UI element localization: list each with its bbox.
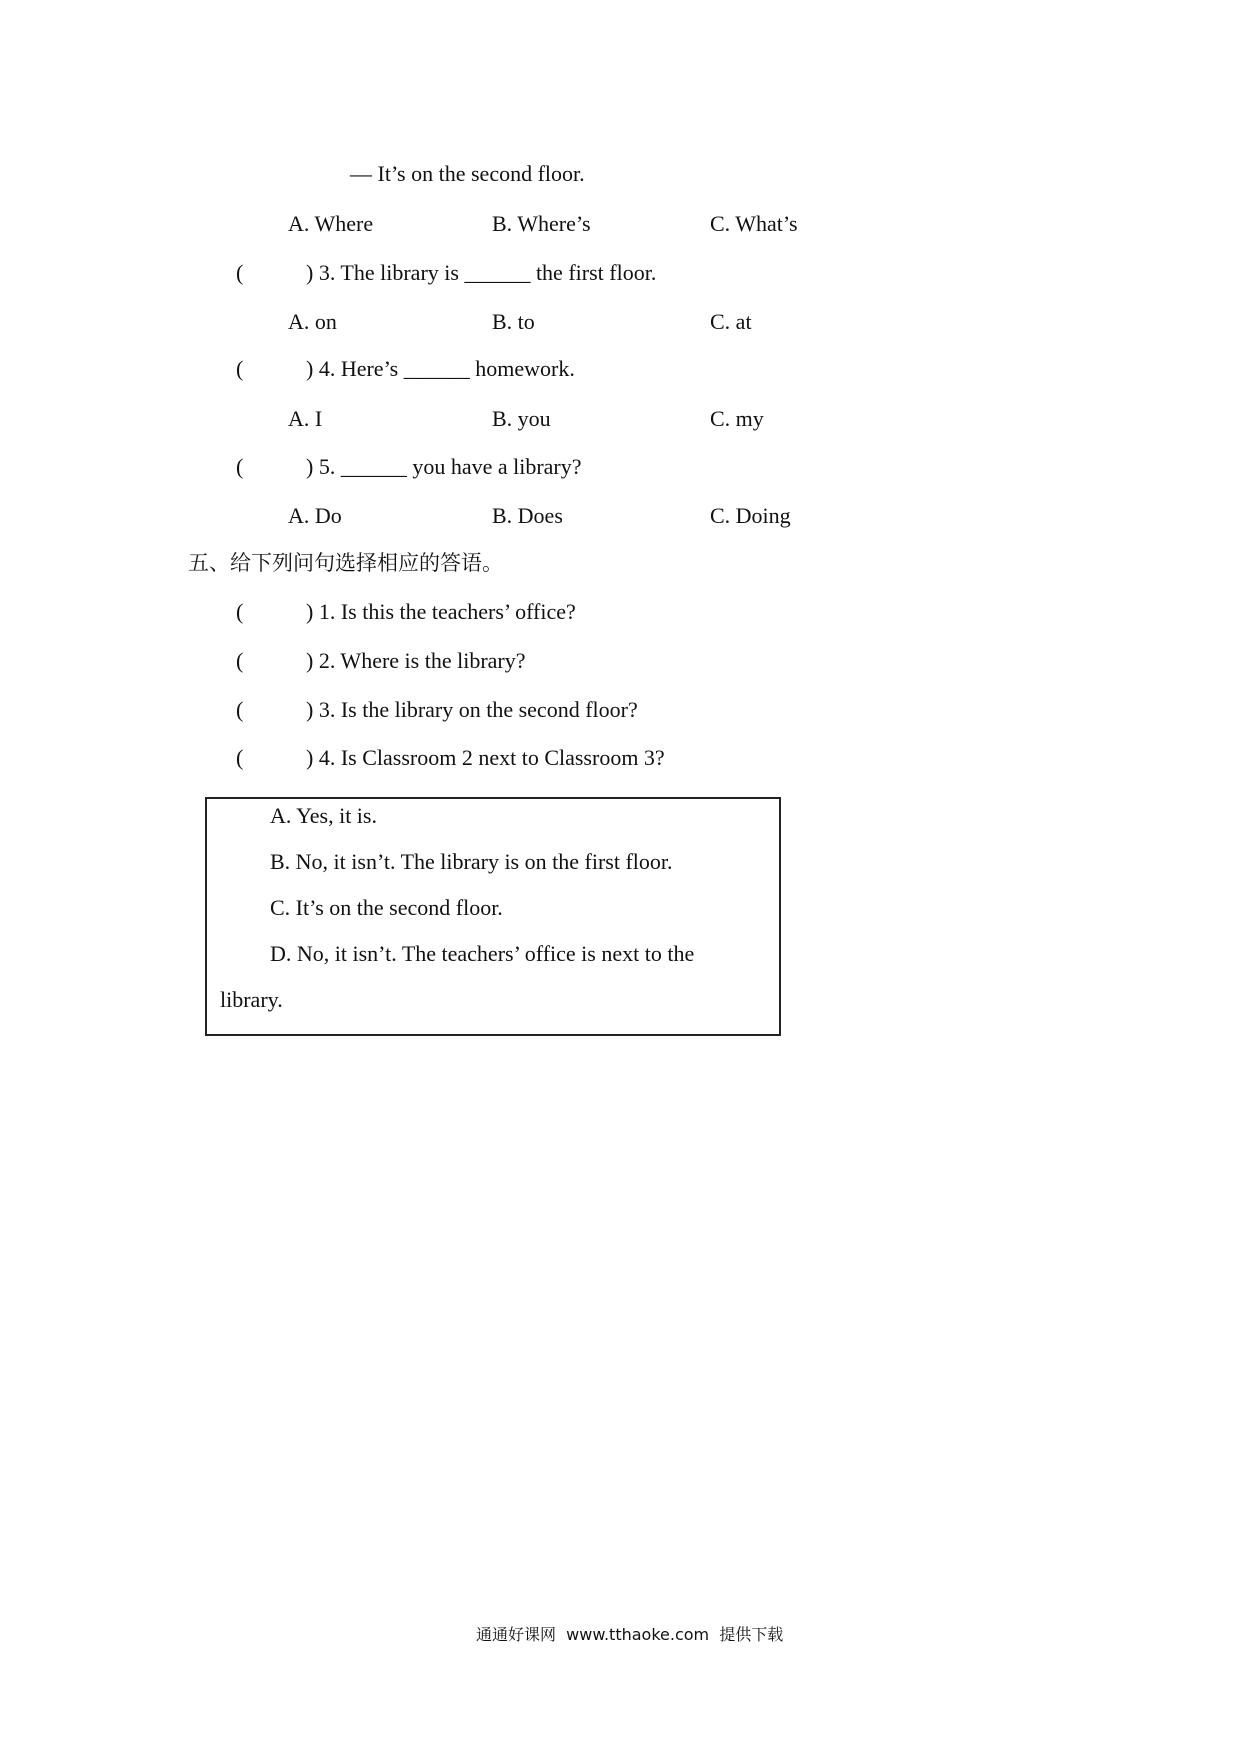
q3-text: ) 3. The library is ______ the first floor. (306, 260, 657, 285)
s5-q3-text: ) 3. Is the library on the second floor? (306, 697, 638, 722)
q2-option-c: C. What’s (710, 211, 798, 236)
s5-q1-bracket: ( (236, 599, 244, 624)
q4-option-b: B. you (492, 406, 551, 431)
q4-option-a: A. I (288, 406, 323, 431)
q5-option-c: C. Doing (710, 503, 791, 528)
page-footer: 通通好课网 www.tthaoke.com 提供下载 (476, 1625, 784, 1644)
s5-q2-text: ) 2. Where is the library? (306, 648, 526, 673)
q3-option-a: A. on (288, 309, 337, 334)
q2-option-a: A. Where (288, 211, 374, 236)
q4-option-c: C. my (710, 406, 764, 431)
q5-option-b: B. Does (492, 503, 563, 528)
q5-text: ) 5. ______ you have a library? (306, 454, 582, 479)
s5-q1-text: ) 1. Is this the teachers’ office? (306, 599, 576, 624)
q3-bracket: ( (236, 260, 244, 285)
q4-text: ) 4. Here’s ______ homework. (306, 356, 575, 381)
q2-option-b: B. Where’s (492, 211, 591, 236)
q2-answer-line: — It’s on the second floor. (350, 161, 585, 186)
section5-heading: 五、给下列问句选择相应的答语。 (188, 551, 503, 575)
q3-option-c: C. at (710, 309, 752, 334)
answer-c: C. It’s on the second floor. (270, 895, 503, 920)
answer-d: D. No, it isn’t. The teachers’ office is next to the (270, 941, 695, 966)
answer-a: A. Yes, it is. (270, 803, 377, 828)
q5-option-a: A. Do (288, 503, 342, 528)
answer-d-continued: library. (220, 987, 283, 1012)
q5-bracket: ( (236, 454, 244, 479)
s5-q2-bracket: ( (236, 648, 244, 673)
s5-q4-text: ) 4. Is Classroom 2 next to Classroom 3? (306, 745, 665, 770)
s5-q3-bracket: ( (236, 697, 244, 722)
answer-b: B. No, it isn’t. The library is on the first floor. (270, 849, 673, 874)
s5-q4-bracket: ( (236, 745, 244, 770)
q4-bracket: ( (236, 356, 244, 381)
q3-option-b: B. to (492, 309, 535, 334)
